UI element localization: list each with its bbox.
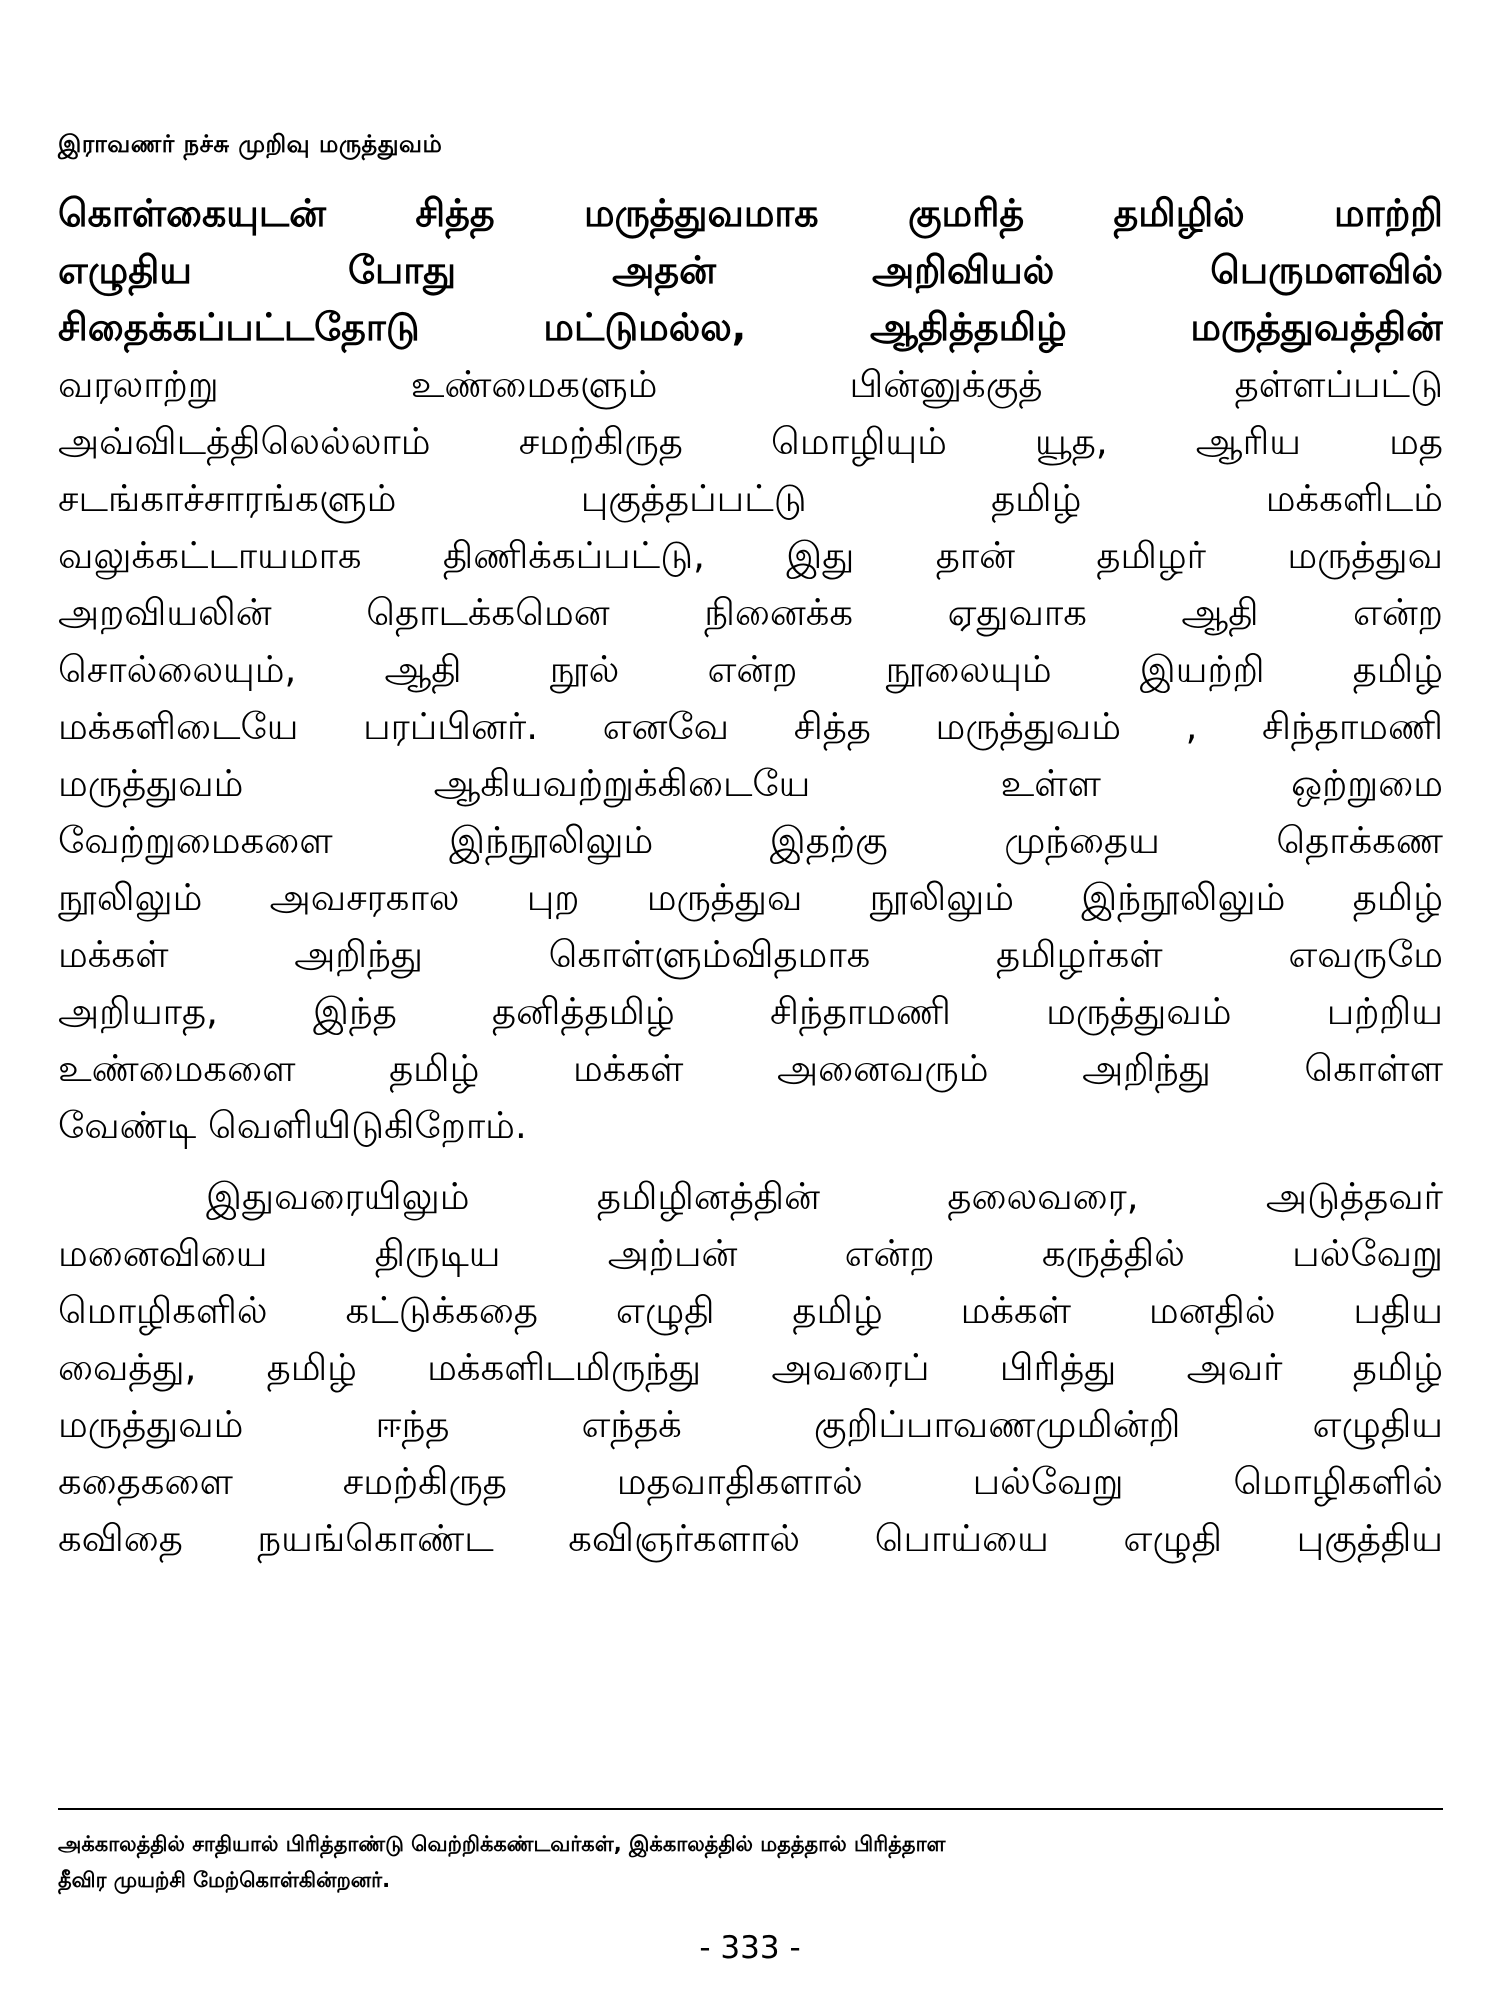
text-line: வேற்றுமைகளை இந்நூலிலும் இதற்கு முந்தைய தொக்கண (58, 819, 1443, 862)
text-line: சிதைக்கப்பட்டதோடு மட்டுமல்ல, ஆதித்தமிழ் மருத்துவத்தின் (58, 305, 1443, 349)
text-line: கொள்கையுடன் சித்த மருத்துவமாக குமரித் தமிழில் மாற்றி (58, 191, 1443, 235)
footnote-line: தீவிர முயற்சி மேற்கொள்கின்றனர். (58, 1868, 391, 1892)
text-line: அறவியலின் தொடக்கமென நினைக்க ஏதுவாக ஆதி என்ற (58, 591, 1443, 634)
text-line: சொல்லையும், ஆதி நூல் என்ற நூலையும் இயற்றி தமிழ் (58, 648, 1443, 691)
text-line: மொழிகளில் கட்டுக்கதை எழுதி தமிழ் மக்கள் மனதில் பதிய (58, 1289, 1443, 1332)
text-line: இதுவரையிலும் தமிழினத்தின் தலைவரை, அடுத்தவர் (206, 1175, 1443, 1218)
text-line: வேண்டி வெளியிடுகிறோம். (58, 1104, 527, 1147)
text-line: மருத்துவம் ஆகியவற்றுக்கிடையே உள்ள ஒற்றுமை (58, 762, 1443, 805)
footnote-divider (58, 1808, 1443, 1810)
text-line: அறியாத, இந்த தனித்தமிழ் சிந்தாமணி மருத்துவம் பற்றிய (58, 990, 1443, 1033)
page-number: - 333 - (699, 1930, 801, 1966)
text-line: அவ்விடத்திலெல்லாம் சமற்கிருத மொழியும் யூத, ஆரிய மத (58, 420, 1443, 463)
text-line: கதைகளை சமற்கிருத மதவாதிகளால் பல்வேறு மொழிகளில் (58, 1460, 1443, 1503)
text-line: சடங்காச்சாரங்களும் புகுத்தப்பட்டு தமிழ் மக்களிடம் (58, 477, 1443, 520)
text-line: மக்களிடையே பரப்பினர். எனவே சித்த மருத்துவம் , சிந்தாமணி (58, 705, 1443, 748)
text-line: உண்மைகளை தமிழ் மக்கள் அனைவரும் அறிந்து கொள்ள (58, 1047, 1443, 1090)
text-line: கவிதை நயங்கொண்ட கவிஞர்களால் பொய்யை எழுதி புகுத்திய (58, 1517, 1443, 1560)
paragraph-gap (58, 1154, 1443, 1168)
text-line: மக்கள் அறிந்து கொள்ளும்விதமாக தமிழர்கள் எவருமே (58, 933, 1443, 976)
footnote-line: அக்காலத்தில் சாதியால் பிரித்தாண்டு வெற்றிக்கண்டவர்கள், இக்காலத்தில் மதத்தால் பிரித்தாள (58, 1832, 946, 1856)
text-line: மருத்துவம் ஈந்த எந்தக் குறிப்பாவணமுமின்றி எழுதிய (58, 1403, 1443, 1446)
text-line: எழுதிய போது அதன் அறிவியல் பெருமளவில் (58, 248, 1443, 292)
paragraph-2 (58, 1168, 1443, 1567)
text-line: வைத்து, தமிழ் மக்களிடமிருந்து அவரைப் பிரித்து அவர் தமிழ் (58, 1346, 1443, 1389)
text-line: வரலாற்று உண்மைகளும் பின்னுக்குத் தள்ளப்பட்டு (58, 363, 1443, 406)
running-header: இராவணர் நச்சு முறிவு மருத்துவம் (58, 130, 443, 158)
body-text (58, 185, 1443, 1567)
footnote (58, 1826, 1443, 1898)
paragraph-1 (58, 185, 1443, 1154)
text-line: வலுக்கட்டாயமாக திணிக்கப்பட்டு, இது தான் தமிழர் மருத்துவ (58, 534, 1443, 577)
text-line: நூலிலும் அவசரகால புற மருத்துவ நூலிலும் இந்நூலிலும் தமிழ் (58, 876, 1443, 919)
text-line: மனைவியை திருடிய அற்பன் என்ற கருத்தில் பல்வேறு (58, 1232, 1443, 1275)
